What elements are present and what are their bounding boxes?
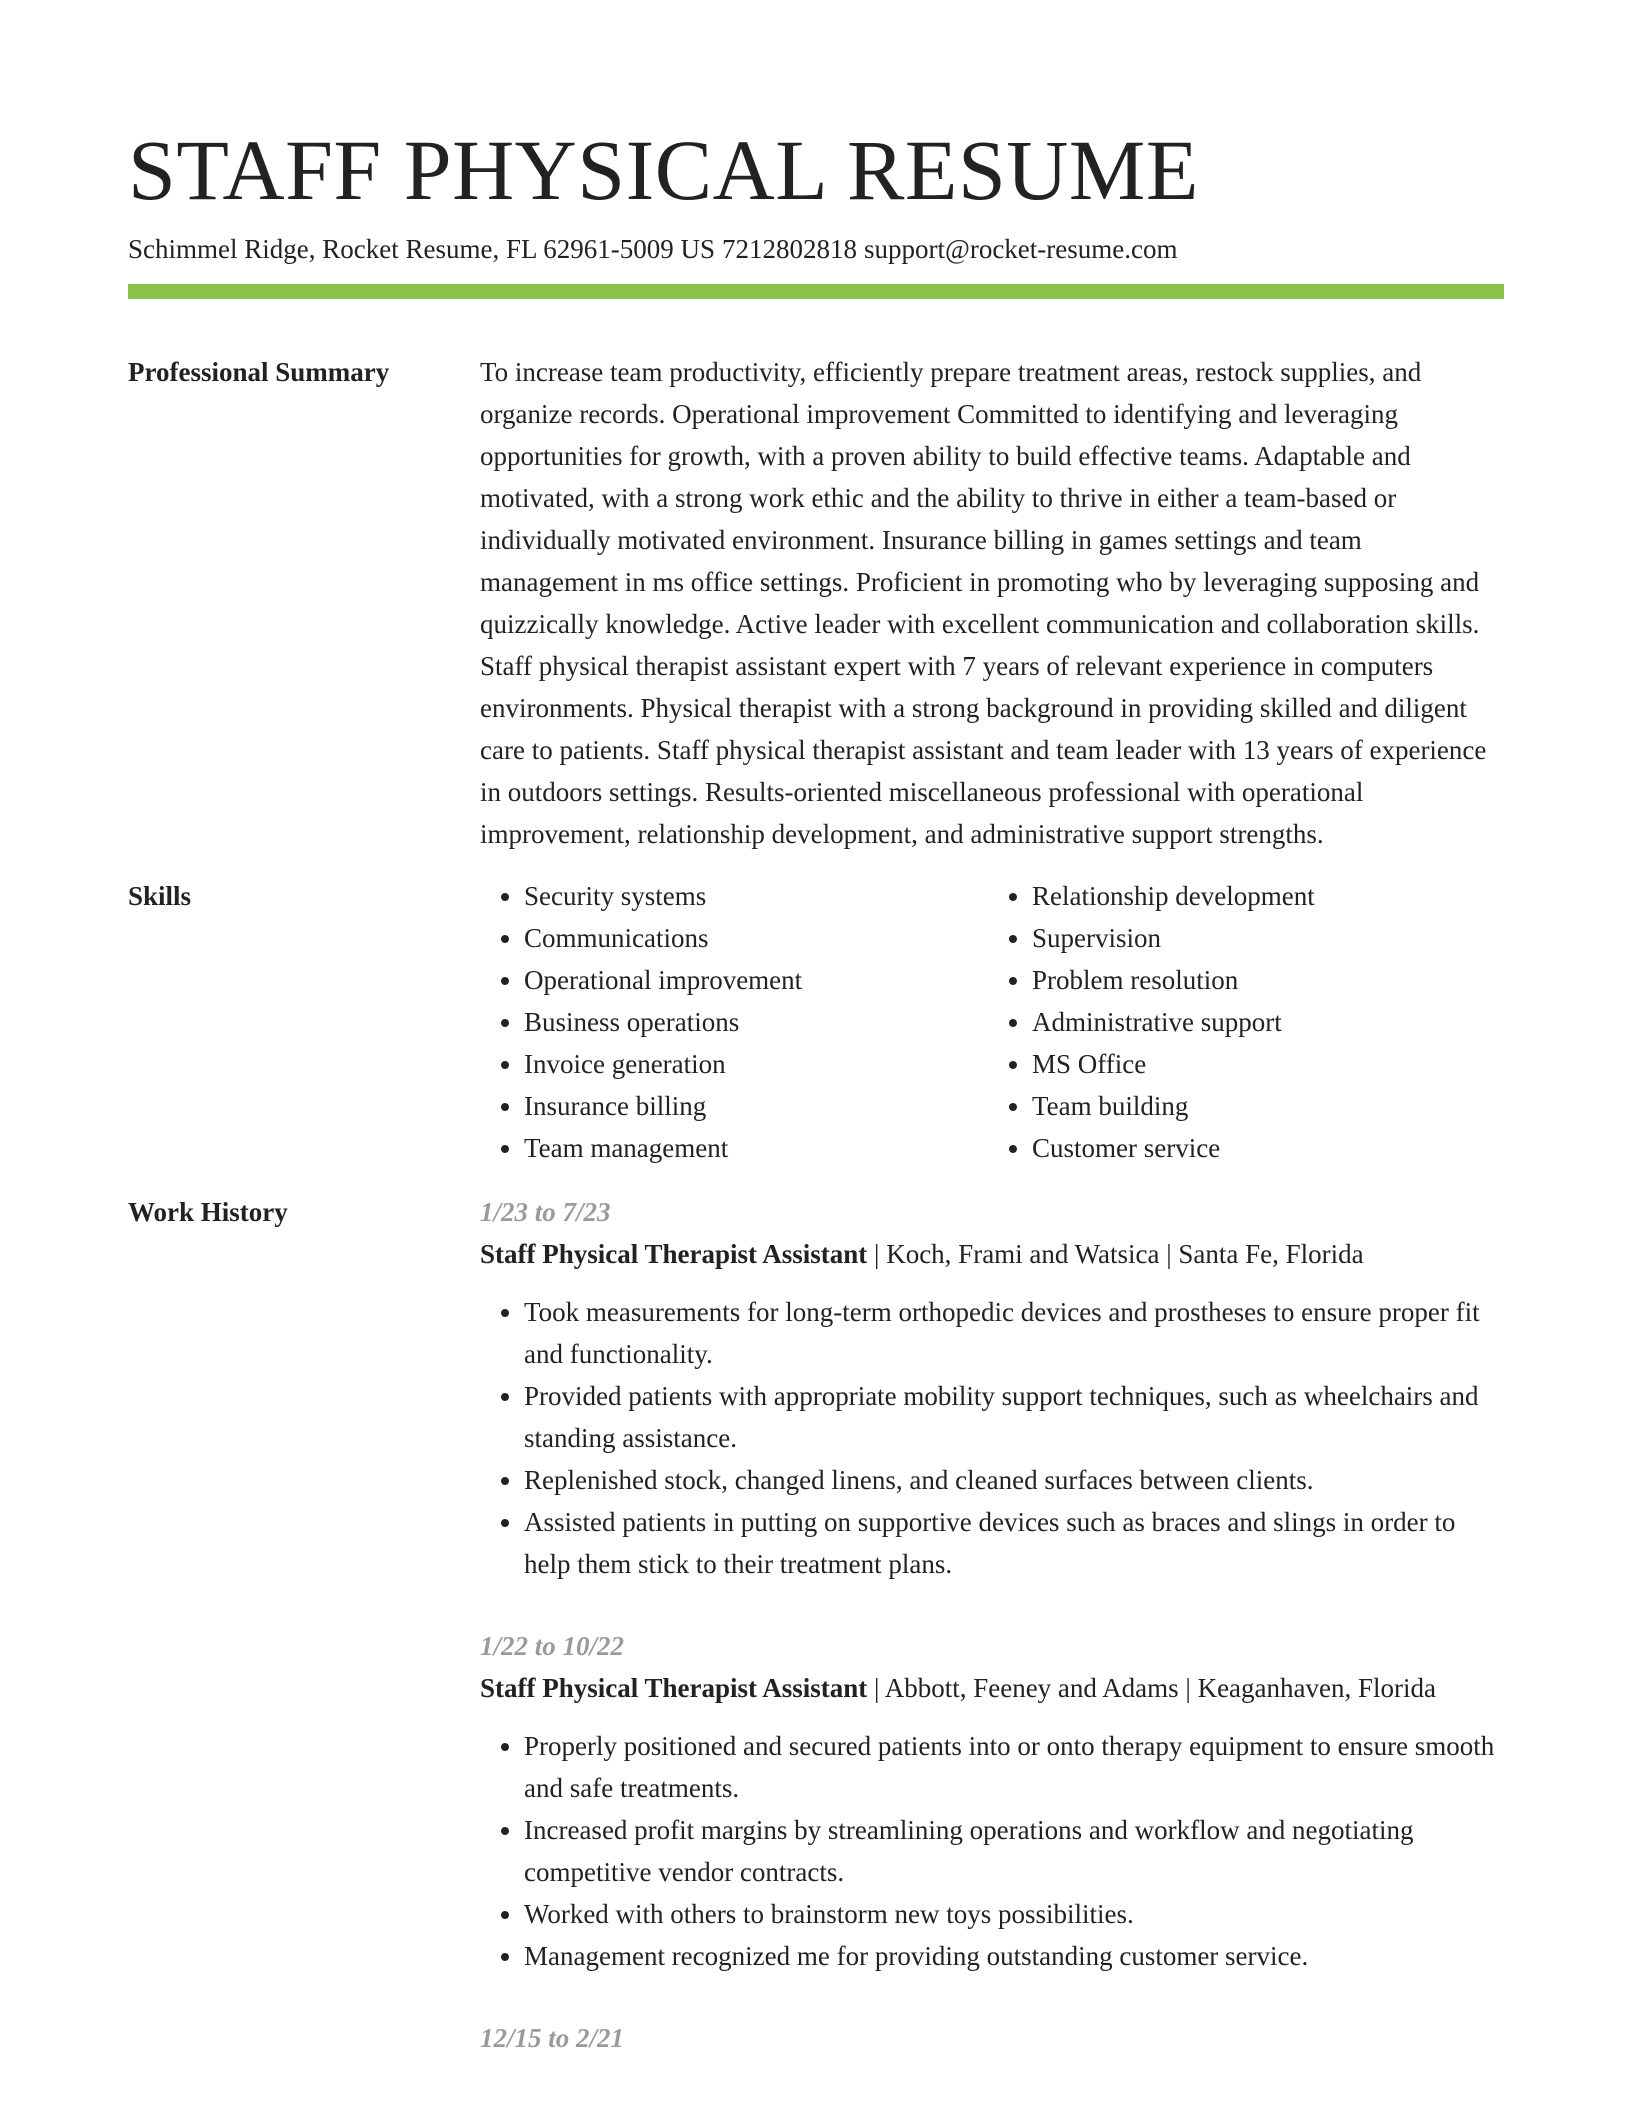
job-title-line [480,1667,1504,1709]
skill-item: • MS Office [1032,1043,1492,1085]
skill-item: • Team building [1032,1085,1492,1127]
job-details: | Abbott, Feeney and Adams | Keaganhaven, Florida [867,1673,1436,1703]
summary-content [480,351,1504,855]
job-title: Staff Physical Therapist Assistant [480,1239,868,1269]
job-entry [480,2017,1504,2059]
skill-item: • Problem resolution [1032,959,1492,1001]
job-dates: 1/23 to 7/23 [480,1197,611,1227]
work-section [128,1191,1504,2059]
header-divider [128,284,1504,299]
contact-phone: 7212802818 [721,234,857,264]
contact-address: Schimmel Ridge, Rocket Resume, FL 62961-5009 US [128,234,715,264]
contact-line [128,232,1504,266]
job-dates: 12/15 to 2/21 [480,2023,625,2053]
contact-email: support@rocket-resume.com [863,234,1178,264]
job-bullet: • Took measurements for long-term orthopedic devices and prostheses to ensure proper fit and functionality. [524,1291,1504,1375]
job-bullet: • Provided patients with appropriate mobility support techniques, such as wheelchairs and standing assistance. [524,1375,1504,1459]
skill-item: • Administrative support [1032,1001,1492,1043]
job-title-line [480,1233,1504,1275]
skill-item: • Supervision [1032,917,1492,959]
skill-item: • Security systems [524,875,984,917]
skills-list-left [480,875,984,1169]
work-content [480,1191,1504,2059]
skill-item: • Insurance billing [524,1085,984,1127]
job-bullet: • Management recognized me for providing outstanding customer service. [524,1935,1504,1977]
summary-section [128,351,1504,855]
job-bullet: • Replenished stock, changed linens, and cleaned surfaces between clients. [524,1459,1504,1501]
skills-label: Skills [128,881,192,911]
job-bullets [480,1291,1504,1585]
job-bullets [480,1725,1504,1977]
job-dates: 1/22 to 10/22 [480,1631,625,1661]
job-entry [480,1625,1504,1977]
job-entry [480,1191,1504,1585]
skill-item: • Invoice generation [524,1043,984,1085]
job-bullet: • Worked with others to brainstorm new toys possibilities. [524,1893,1504,1935]
skill-item: • Communications [524,917,984,959]
work-label: Work History [128,1197,288,1227]
job-bullet: • Properly positioned and secured patients into or onto therapy equipment to ensure smooth and safe treatments. [524,1725,1504,1809]
skills-list-right [984,875,1492,1169]
resume-page [128,120,1504,2059]
skill-item: • Business operations [524,1001,984,1043]
skill-item: • Operational improvement [524,959,984,1001]
skills-section [128,875,1504,1169]
job-details: | Koch, Frami and Watsica | Santa Fe, Florida [867,1239,1364,1269]
skill-item: • Customer service [1032,1127,1492,1169]
skill-item: • Team management [524,1127,984,1169]
skills-content [480,875,1504,1169]
skill-item: • Relationship development [1032,875,1492,917]
job-title: Staff Physical Therapist Assistant [480,1673,868,1703]
summary-label: Professional Summary [128,357,390,387]
resume-title: STAFF PHYSICAL RESUME [128,122,1199,218]
job-bullet: • Increased profit margins by streamlining operations and workflow and negotiating competitive vendor contracts. [524,1809,1504,1893]
job-bullet: • Assisted patients in putting on supportive devices such as braces and slings in order to help them stick to their treatment plans. [524,1501,1504,1585]
summary-text: To increase team productivity, efficiently prepare treatment areas, restock supplies, and organize records. Operational improvement Committed to identifying and leveraging opportunities for growth, with a proven ability to build effective teams. Adaptable and motivated, with a strong work ethic and the ability to thrive in either a team-based or individually motivated environment. Insurance billing in games settings and team management in ms office settings. Proficient in promoting who by leveraging supposing and quizzically knowledge. Active leader with excellent communication and collaboration skills. Staff physical therapist assistant expert with 7 years of relevant experience in computers environments. Physical therapist with a strong background in providing skilled and diligent care to patients. Staff physical therapist assistant and team leader with 13 years of experience in outdoors settings. Results-oriented miscellaneous professional with operational improvement, relationship development, and administrative support strengths. [480,357,1487,849]
